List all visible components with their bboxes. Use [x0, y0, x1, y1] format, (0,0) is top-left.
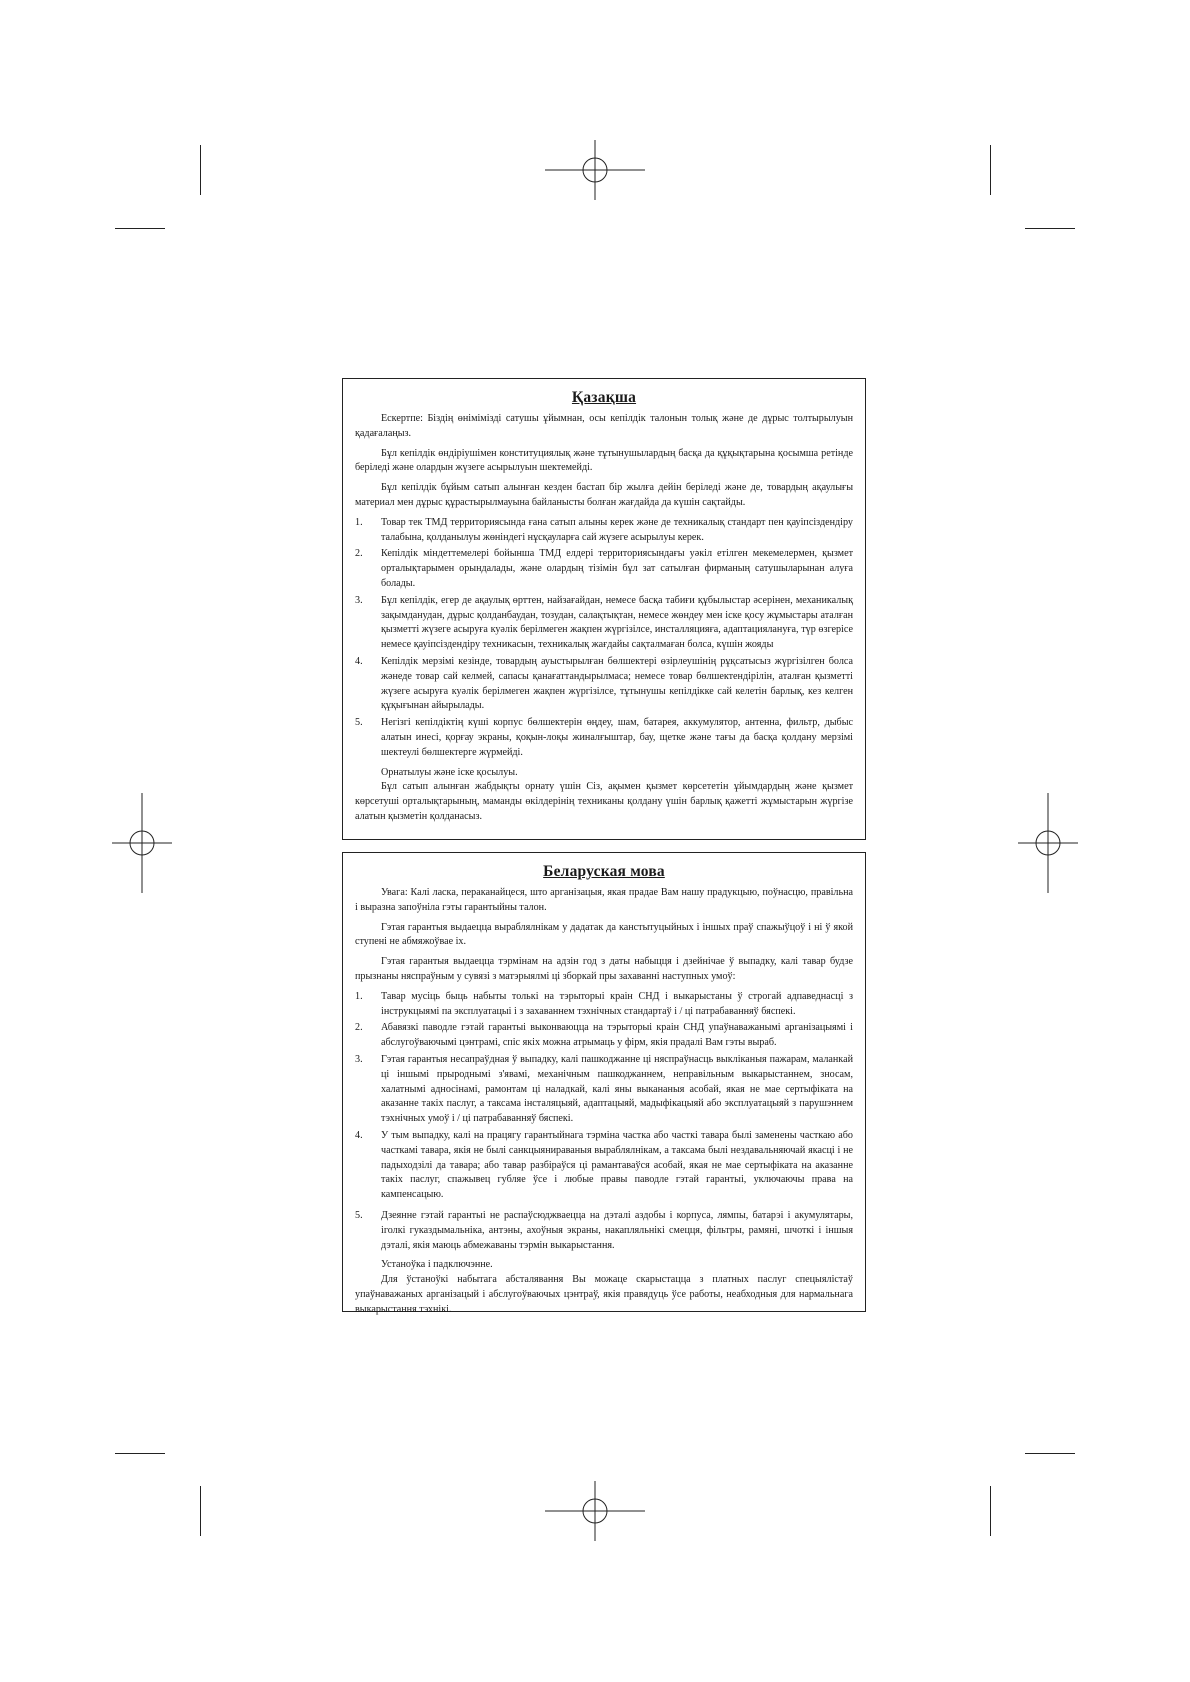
crop-mark [990, 145, 991, 195]
list-item: 1. Товар тек ТМД территориясында ғана сатып алыны керек және де техникалық стандарт пен қауіпсіздендіру талабына, қолданылуы жөніндегі нұсқауларға сай жүзеге асырылуы керек. [355, 516, 853, 543]
list-item: 2. Абавязкі паводле гэтай гарантыі выконваюцца на тэрыторыі краін СНД упаўнаважанымі арганізацыямі і абслугоўваючымі цэнтрамі, спіс якіх можна атрымаць у фірм, якія прадалі Вам гэты выраб. [355, 1022, 853, 1049]
kazakh-section [342, 378, 866, 840]
belarusian-install-heading: Устаноўка і падключэнне. [381, 1259, 493, 1271]
kazakh-title: Қазақша [571, 389, 637, 406]
kazakh-paragraph-1: Бұл кепілдік өндіріушімен конституциялық және тұтынушылардың басқа да құқықтарына қосымша ретінде беріледі және олардын жүзеге асырылуын шектемейді. [355, 447, 853, 474]
list-item: 3. Бұл кепілдік, егер де ақаулық өрттен, найзағайдан, немесе басқа табиғи құбылыстар әсерінен, механикалық зақымданудан, дұрыс қолданбаудан, тозудан, салақтықтан, немесе жөндеу мен іске қосу жұмыстары аталған қызметті жүзеге асыруға куәлік берілмеген жақпен жүргізілсе, инсталляцияға, адаптациялануға, түр өзгерісе немесе қауіпсіздендіру техникасын, техникалық жағдайы сақталмаған болса, күшін жояды [355, 594, 853, 651]
belarusian-title: Беларуская мова [543, 863, 665, 880]
crop-mark [115, 228, 165, 229]
registration-mark-right [1018, 793, 1078, 893]
belarusian-paragraph-2: Гэтая гарантыя выдаецца тэрмінам на адзін год з даты набыцця і дзейнічае ў выпадку, калі тавар будзе прызнаны няспраўным у сувязі з матэрыялмі ці зборкай пры захаванні наступных умоў: [355, 956, 853, 982]
crop-mark [200, 145, 201, 195]
kazakh-install-heading: Орнатылуы және іске қосылуы. [381, 766, 518, 778]
belarusian-paragraph-1: Гэтая гарантыя выдаецца выраблялнікам у дадатак да канстытуцыйных і іншых праў спажыўцоў і ні ў якой ступені не абмяжоўвае іх. [355, 921, 853, 948]
list-item: 5. Дзеянне гэтай гарантыі не распаўсюджваецца на дэталі аздобы і корпуса, лямпы, батарэі і акумулятары, іголкі гуказдымальніка, антэны, ахоўныя экраны, накапляльнікі смецця, фільтры, рамяні, шчоткі і іншыя дэталі, якія маюць абмежаваны тэрмін выкарыстання. [355, 1209, 853, 1251]
list-item: 2. Кепілдік міндеттемелері бойынша ТМД елдері территориясындағы уәкіл етілген мекемелермен, қызмет орталықтарымен орындалады, және олардың тізімін бұл зат сатылған фирманың сатушыларынан алуға болады. [355, 548, 853, 589]
belarusian-conditions-list [355, 990, 853, 1254]
crop-mark [200, 1486, 201, 1536]
registration-mark-left [112, 793, 172, 893]
list-item: 1. Тавар мусіць быць набыты толькі на тэрыторыі краін СНД і выкарыстаны ў строгай адпаведнасці з інструкцыямі па эксплуатацыі і з захаваннем тэхнічных стандартаў і / ці патрабаванняў бяспекі. [355, 990, 853, 1017]
kazakh-conditions-list [355, 516, 853, 761]
list-item: 5. Негізгі кепілдіктің күші корпус бөлшектерін өңдеу, шам, батарея, аккумулятор, антенна, фильтр, дыбыс алатын инесі, қорғау экраны, қоқын-лоқы жиналғыштар, бау, щетке және тағы да басқа қолдану мерзімі шектеулі бөлшектерге жүрмейді. [355, 717, 853, 758]
crop-mark [1025, 1453, 1075, 1454]
crop-mark [115, 1453, 165, 1454]
list-item: 4. Кепілдік мерзімі кезінде, товардың ауыстырылған бөлшектері өзірлеушінің рұқсатысыз жүргізілген болса жәнеде товар сай келмей, сапасы қанағаттандырылмаса; немесе товар бөлшектендірілін, аталған қызметті жүзеге асыруға куәлік берілмеген жақпен жүргізілсе, тұтынушы кепілдікке сай келетін барлық, кез келген құқығынан айырылады. [355, 655, 853, 712]
list-item: 4. У тым выпадку, калі на працягу гарантыйнага тэрміна частка або часткі тавара былі заменены часткаю або часткамі тавара, якія не былі санкцыянираваныя выраблялнікам, а таксама былі нездавальняючай якасці і не падыходзілі да тавара; або тавар разбіраўся ці рамантаваўся асобай, якая не мае сертыфіката на аказанне такіх паслуг, спажывец губляе ўсе і любые правы паводле гэтай гарантыі, уключаючы права на кампенсацыю. [355, 1129, 853, 1201]
list-item: 3. Гэтая гарантыя несапраўдная ў выпадку, калі пашкоджанне ці няспраўнасць выкліканыя пажарам, маланкай ці іншымі прыроднымі з'явамі, механічным пашкоджаннем, неправільным выкарыстаннем, зносам, халатнымі адносінамі, рамонтам ці наладкай, калі яны выкананыя асобай, якая не мае сертыфіката на аказанне такіх паслуг, а таксама інсталяцыяй, адаптацыяй, мадыфікацыяй або эксплуатацыяй з парушэннем тэхнічных умоў і / ці патрабаванняў бяспекі. [355, 1053, 853, 1125]
belarusian-install-text: Для ўстаноўкі набытага абсталявання Вы можаце скарыстацца з платных паслуг спецыялістаў упаўнаважаных арганізацый і абслугоўваючых цэнтраў, якія правядуць ўсе работы, неабходныя для нармальнага выкарыстання тэхнікі. [355, 1274, 853, 1315]
belarusian-section [342, 852, 866, 1315]
belarusian-note: Увага: Калі ласка, пераканайцеся, што арганізацыя, якая прадае Вам нашу прадукцыю, поўнасцю, правільна і выразна запоўніла гэты гарантыйны талон. [355, 887, 853, 913]
kazakh-note: Ескертпе: Біздің өнімімізді сатушы ұйымнан, осы кепілдік талонын толық және де дұрыс толтырылуын қадағалаңыз. [355, 413, 853, 439]
crop-mark [990, 1486, 991, 1536]
registration-mark-bottom [545, 1481, 645, 1541]
crop-mark [1025, 228, 1075, 229]
kazakh-install-text: Бұл сатып алынған жабдықты орнату үшін Сіз, ақымен қызмет көрсететін ұйымдардың және қызмет көрсетуші орталықтарының, маманды өкілдерінің техниканы қолдану үшін барлық қажетті жұмыстарын жүргізе алатын қызметін қолданасыз. [355, 781, 853, 822]
registration-mark-top [545, 140, 645, 200]
kazakh-paragraph-2: Бұл кепілдік бұйым сатып алынған кезден бастап бір жылға дейін беріледі және де, товардың ақаулығы материал мен дұрыс құрастырылмауына байланысты болған жағдайда да күшін сақтайды. [355, 482, 853, 508]
